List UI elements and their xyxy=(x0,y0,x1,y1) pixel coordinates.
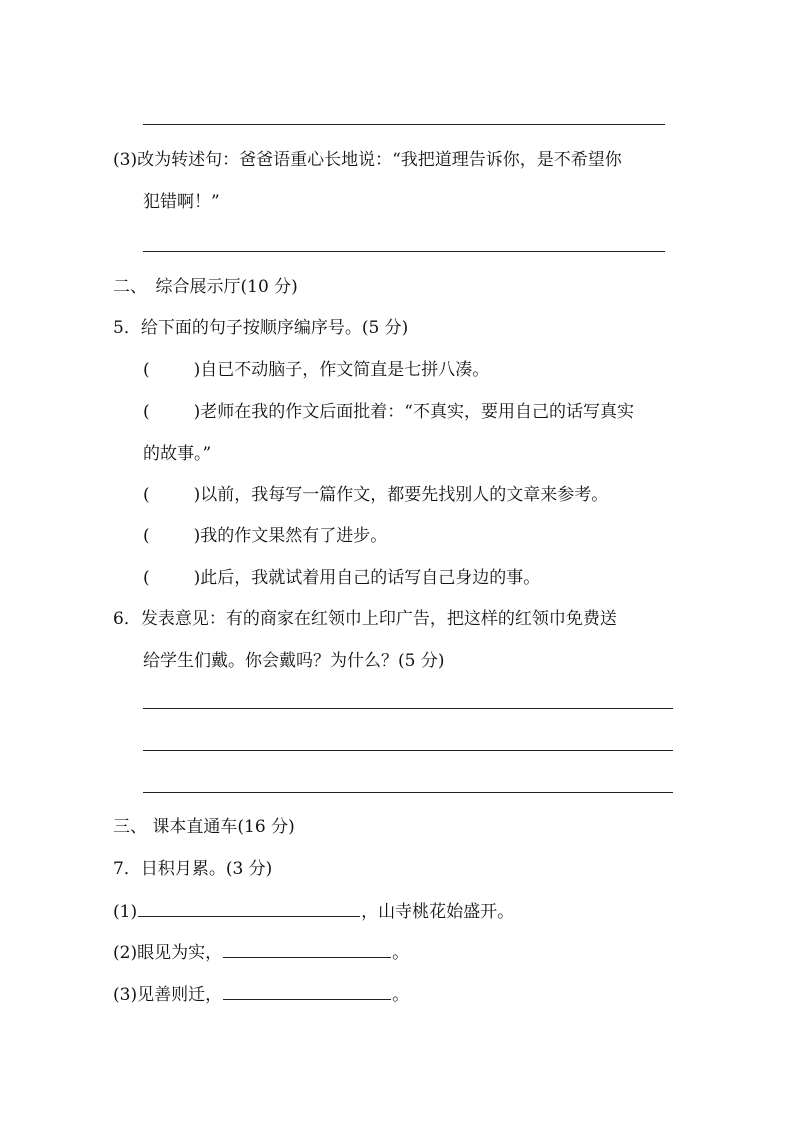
order-item-continuation: 的故事。” xyxy=(143,444,212,464)
fill-prefix: (3)见善则迁， xyxy=(113,985,223,1005)
answer-line[interactable] xyxy=(143,124,665,125)
order-paren-close: ) xyxy=(193,402,201,422)
order-paren-close: ) xyxy=(193,568,201,588)
fill-blank[interactable] xyxy=(223,982,391,1000)
order-paren-close: ) xyxy=(193,360,201,380)
order-text: 自已不动脑子，作文简直是七拼八凑。 xyxy=(200,360,490,380)
order-item xyxy=(143,566,540,590)
question-5-title: 5．给下面的句子按顺序编序号。(5 分) xyxy=(113,318,409,338)
fill-prefix: (2)眼见为实， xyxy=(113,943,223,963)
fill-blank[interactable] xyxy=(138,899,360,917)
question-7-title: 7．日积月累。(3 分) xyxy=(113,859,273,879)
order-paren-close: ) xyxy=(193,485,201,505)
order-paren-open: ( xyxy=(143,485,150,505)
order-item xyxy=(143,483,608,507)
question-6-line2: 给学生们戴。你会戴吗？为什么？(5 分) xyxy=(143,651,445,671)
fill-item xyxy=(113,982,409,1007)
order-item xyxy=(143,524,387,548)
order-item xyxy=(143,358,489,382)
order-text: 以前，我每写一篇作文，都要先找别人的文章来参考。 xyxy=(200,485,609,505)
question-4-3-line2: 犯错啊！” xyxy=(143,192,220,212)
order-text: 此后，我就试着用自己的话写自己身边的事。 xyxy=(200,568,541,588)
answer-line[interactable] xyxy=(143,792,673,793)
order-paren-close: ) xyxy=(193,526,201,546)
order-paren-open: ( xyxy=(143,360,150,380)
question-6-line1: 6．发表意见：有的商家在红领巾上印广告，把这样的红领巾免费送 xyxy=(113,609,617,629)
answer-line[interactable] xyxy=(143,708,673,709)
order-text: 老师在我的作文后面批着：“不真实，要用自己的话写真实 xyxy=(200,402,634,422)
answer-line[interactable] xyxy=(143,251,665,252)
fill-blank[interactable] xyxy=(223,940,391,958)
order-paren-open: ( xyxy=(143,568,150,588)
question-4-3-line1: (3)改为转述句：爸爸语重心长地说：“我把道理告诉你，是不希望你 xyxy=(113,150,622,170)
fill-item xyxy=(113,899,514,924)
order-paren-open: ( xyxy=(143,526,150,546)
order-paren-open: ( xyxy=(143,402,150,422)
fill-suffix: 。 xyxy=(392,985,410,1005)
answer-line[interactable] xyxy=(143,750,673,751)
fill-suffix: 。 xyxy=(392,943,410,963)
section-2-title: 二、 综合展示厅(10 分) xyxy=(113,277,298,297)
order-item xyxy=(143,400,634,424)
order-text: 我的作文果然有了进步。 xyxy=(200,526,388,546)
fill-prefix: (1) xyxy=(113,902,138,922)
section-3-title: 三、 课本直通车(16 分) xyxy=(113,817,295,837)
fill-suffix: ，山寺桃花始盛开。 xyxy=(361,902,515,922)
fill-item xyxy=(113,940,409,965)
